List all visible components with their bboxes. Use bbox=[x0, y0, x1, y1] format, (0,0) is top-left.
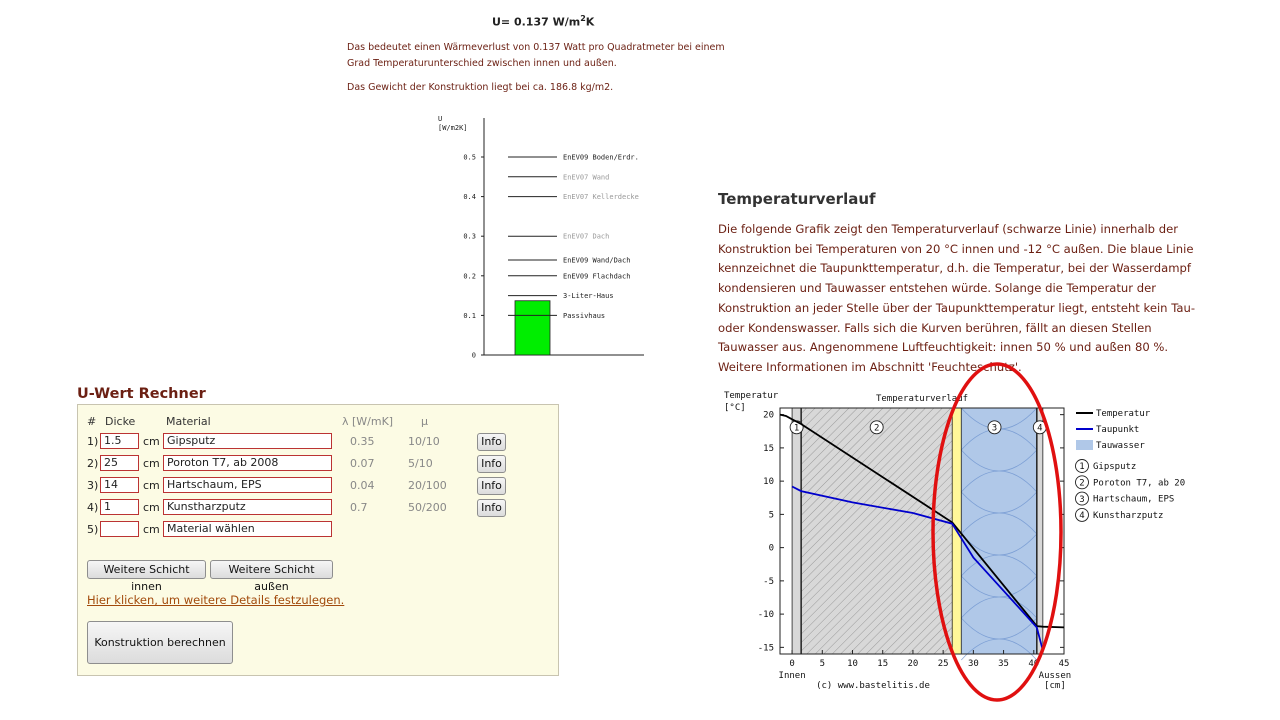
lambda-value: 0.35 bbox=[350, 435, 375, 448]
add-outer-layer-button[interactable]: Weitere Schicht außen bbox=[210, 560, 333, 579]
lambda-value: 0.07 bbox=[350, 457, 375, 470]
add-inner-layer-button[interactable]: Weitere Schicht innen bbox=[87, 560, 206, 579]
thickness-unit: cm bbox=[143, 435, 160, 448]
reference-label: EnEV07 Dach bbox=[563, 232, 610, 241]
y-tick-label: -15 bbox=[757, 643, 774, 654]
reference-label: EnEV09 Boden/Erdr. bbox=[563, 153, 639, 162]
header-mu: μ bbox=[421, 415, 428, 428]
y-tick-label: -5 bbox=[763, 576, 774, 587]
thickness-input[interactable]: 25 bbox=[100, 455, 139, 471]
thickness-unit: cm bbox=[143, 479, 160, 492]
reference-label: EnEV07 Kellerdecke bbox=[563, 193, 639, 202]
layer-number-label: 2 bbox=[873, 423, 880, 434]
layer-number: 4) bbox=[87, 501, 99, 514]
x-tick-label: 30 bbox=[967, 659, 979, 669]
legend-layer-number: 3 bbox=[1079, 494, 1085, 505]
layer-number-label: 1 bbox=[793, 423, 800, 434]
y-axis-label: Temperatur bbox=[724, 391, 779, 401]
legend-layer-name: Kunstharzputz bbox=[1093, 510, 1164, 521]
y-axis-unit: [W/m2K] bbox=[438, 124, 468, 132]
header-material: Material bbox=[166, 415, 211, 428]
copyright-text: (c) www.bastelitis.de bbox=[816, 681, 930, 691]
description-line: Die folgende Grafik zeigt den Temperaturverlauf (schwarze Linie) innerhalb der bbox=[718, 222, 1178, 236]
lambda-value: 0.04 bbox=[350, 479, 375, 492]
weight-text: Das Gewicht der Konstruktion liegt bei ca. 186.8 kg/m2. bbox=[347, 82, 614, 93]
description-line: Konstruktion an jeder Stelle über der Taupunkttemperatur liegt, entsteht kein Tau- bbox=[718, 300, 1196, 315]
legend-label: Temperatur bbox=[1096, 409, 1151, 419]
thickness-input[interactable]: 14 bbox=[100, 477, 139, 493]
calculator-panel bbox=[77, 404, 559, 676]
header-lambda: λ [W/mK] bbox=[342, 415, 394, 428]
material-select[interactable]: Kunstharzputz bbox=[163, 499, 332, 515]
heat-loss-text-line1: Das bedeutet einen Wärmeverlust von 0.137 Watt pro Quadratmeter bei einem bbox=[347, 42, 725, 53]
x-tick-label: 40 bbox=[1028, 659, 1040, 669]
x-tick-label: 10 bbox=[847, 659, 858, 669]
reference-label: Passivhaus bbox=[563, 311, 606, 320]
mu-value: 50/200 bbox=[408, 501, 447, 514]
x-tick-label: 20 bbox=[907, 659, 919, 669]
y-tick-label: 0.5 bbox=[463, 153, 476, 162]
u-value-bar bbox=[515, 301, 550, 355]
thickness-input[interactable]: 1 bbox=[100, 499, 139, 515]
material-select[interactable]: Gipsputz bbox=[163, 433, 332, 449]
legend-layer-name: Poroton T7, ab 20 bbox=[1093, 478, 1186, 489]
thickness-input[interactable] bbox=[100, 521, 139, 537]
layer-number: 1) bbox=[87, 435, 99, 448]
u-value-comparison-chart bbox=[430, 110, 660, 366]
x-tick-label: 5 bbox=[819, 659, 826, 669]
mu-value: 10/10 bbox=[408, 435, 440, 448]
y-axis-label: U bbox=[438, 115, 443, 123]
y-tick-label: -10 bbox=[757, 610, 774, 621]
highlight-ellipse-shape bbox=[933, 364, 1061, 700]
y-tick-label: 20 bbox=[763, 410, 774, 421]
legend-layer-number: 2 bbox=[1079, 478, 1085, 489]
x-tick-label: 45 bbox=[1058, 659, 1070, 669]
material-select[interactable]: Material wählen bbox=[163, 521, 332, 537]
legend-layer-name: Hartschaum, EPS bbox=[1093, 494, 1175, 505]
legend-label: Tauwasser bbox=[1096, 441, 1145, 451]
x-tick-label: 0 bbox=[789, 659, 795, 669]
reference-label: EnEV09 Wand/Dach bbox=[563, 256, 631, 265]
description-line: oder Kondenswasser. Falls sich die Kurven berühren, fällt an diesen Stellen bbox=[718, 320, 1152, 335]
description-line: Tauwasser aus. Angenommene Luftfeuchtigkeit: innen 50 % und außen 80 %. bbox=[718, 340, 1169, 355]
y-tick-label: 10 bbox=[763, 477, 774, 488]
description-line: Weitere Informationen im Abschnitt 'Feuchteschutz'. bbox=[718, 359, 1022, 374]
layer-number-label: 4 bbox=[1037, 423, 1043, 434]
legend-layer-number: 4 bbox=[1079, 511, 1085, 522]
reference-label: EnEV07 Wand bbox=[563, 173, 610, 182]
lambda-value: 0.7 bbox=[350, 501, 368, 514]
heat-loss-text-line2: Grad Temperaturunterschied zwischen innen und außen. bbox=[347, 58, 617, 69]
u-value-result: U= 0.137 $W/m^2K$ bbox=[492, 14, 595, 29]
thickness-input[interactable]: 1.5 bbox=[100, 433, 139, 449]
y-tick-label: 0.1 bbox=[463, 311, 476, 320]
info-button[interactable]: Info bbox=[477, 455, 506, 473]
material-select[interactable]: Hartschaum, EPS bbox=[163, 477, 332, 493]
thickness-unit: cm bbox=[143, 457, 160, 470]
info-button[interactable]: Info bbox=[477, 477, 506, 495]
y-tick-label: 5 bbox=[768, 510, 774, 521]
description-line: Konstruktion bei Temperaturen von 20 °C innen und -12 °C außen. Die blaue Linie bbox=[718, 241, 1194, 256]
temperature-heading: Temperaturverlauf bbox=[718, 190, 876, 208]
y-tick-label: 0.4 bbox=[463, 193, 476, 202]
highlight-ellipse bbox=[926, 358, 1068, 706]
material-select[interactable]: Poroton T7, ab 2008 bbox=[163, 455, 332, 471]
layer-number: 5) bbox=[87, 523, 99, 536]
info-button[interactable]: Info bbox=[477, 499, 506, 517]
header-num: # bbox=[87, 415, 97, 428]
y-tick-label: 0 bbox=[768, 543, 774, 554]
more-details-link[interactable]: Hier klicken, um weitere Details festzulegen. bbox=[87, 593, 345, 607]
y-tick-label: 0.3 bbox=[463, 232, 476, 241]
header-thickness: Dicke bbox=[105, 415, 136, 428]
legend-layer-name: Gipsputz bbox=[1093, 462, 1137, 472]
layer-number: 3) bbox=[87, 479, 99, 492]
description-line: kennzeichnet die Taupunkttemperatur, d.h. die Temperatur, bei der Wasserdampf bbox=[718, 261, 1191, 276]
reference-label: EnEV09 Flachdach bbox=[563, 272, 631, 281]
legend-label: Taupunkt bbox=[1096, 425, 1140, 435]
y-axis-unit: [°C] bbox=[724, 403, 746, 413]
chart-title: Temperaturverlauf bbox=[875, 394, 969, 404]
mu-value: 20/100 bbox=[408, 479, 447, 492]
x-tick-label: 25 bbox=[937, 659, 949, 669]
y-tick-label: 0.2 bbox=[463, 272, 476, 281]
x-tick-label: 35 bbox=[998, 659, 1009, 669]
y-tick-label: 0 bbox=[471, 351, 476, 360]
legend-layer-number: 1 bbox=[1079, 462, 1085, 473]
layer-number-label: 3 bbox=[991, 423, 998, 434]
thickness-unit: cm bbox=[143, 501, 160, 514]
temperature-description bbox=[718, 220, 1218, 378]
thickness-unit: cm bbox=[143, 523, 160, 536]
info-button[interactable]: Info bbox=[477, 433, 506, 451]
calculate-construction-button[interactable]: Konstruktion berechnen bbox=[87, 621, 233, 664]
x-label-outside: Aussen bbox=[1038, 671, 1072, 681]
calculator-title: U-Wert Rechner bbox=[77, 386, 206, 402]
legend-swatch bbox=[1076, 440, 1093, 450]
x-tick-label: 15 bbox=[877, 659, 889, 669]
layer-number: 2) bbox=[87, 457, 99, 470]
reference-label: 3-Liter-Haus bbox=[563, 292, 614, 301]
x-axis-unit: [cm] bbox=[1044, 681, 1066, 691]
mu-value: 5/10 bbox=[408, 457, 433, 470]
y-tick-label: 15 bbox=[763, 443, 774, 454]
x-label-inside: Innen bbox=[778, 671, 806, 681]
layer-region bbox=[792, 408, 801, 654]
description-line: kondensieren und Tauwasser entstehen würde. Solange die Temperatur der bbox=[718, 281, 1156, 296]
